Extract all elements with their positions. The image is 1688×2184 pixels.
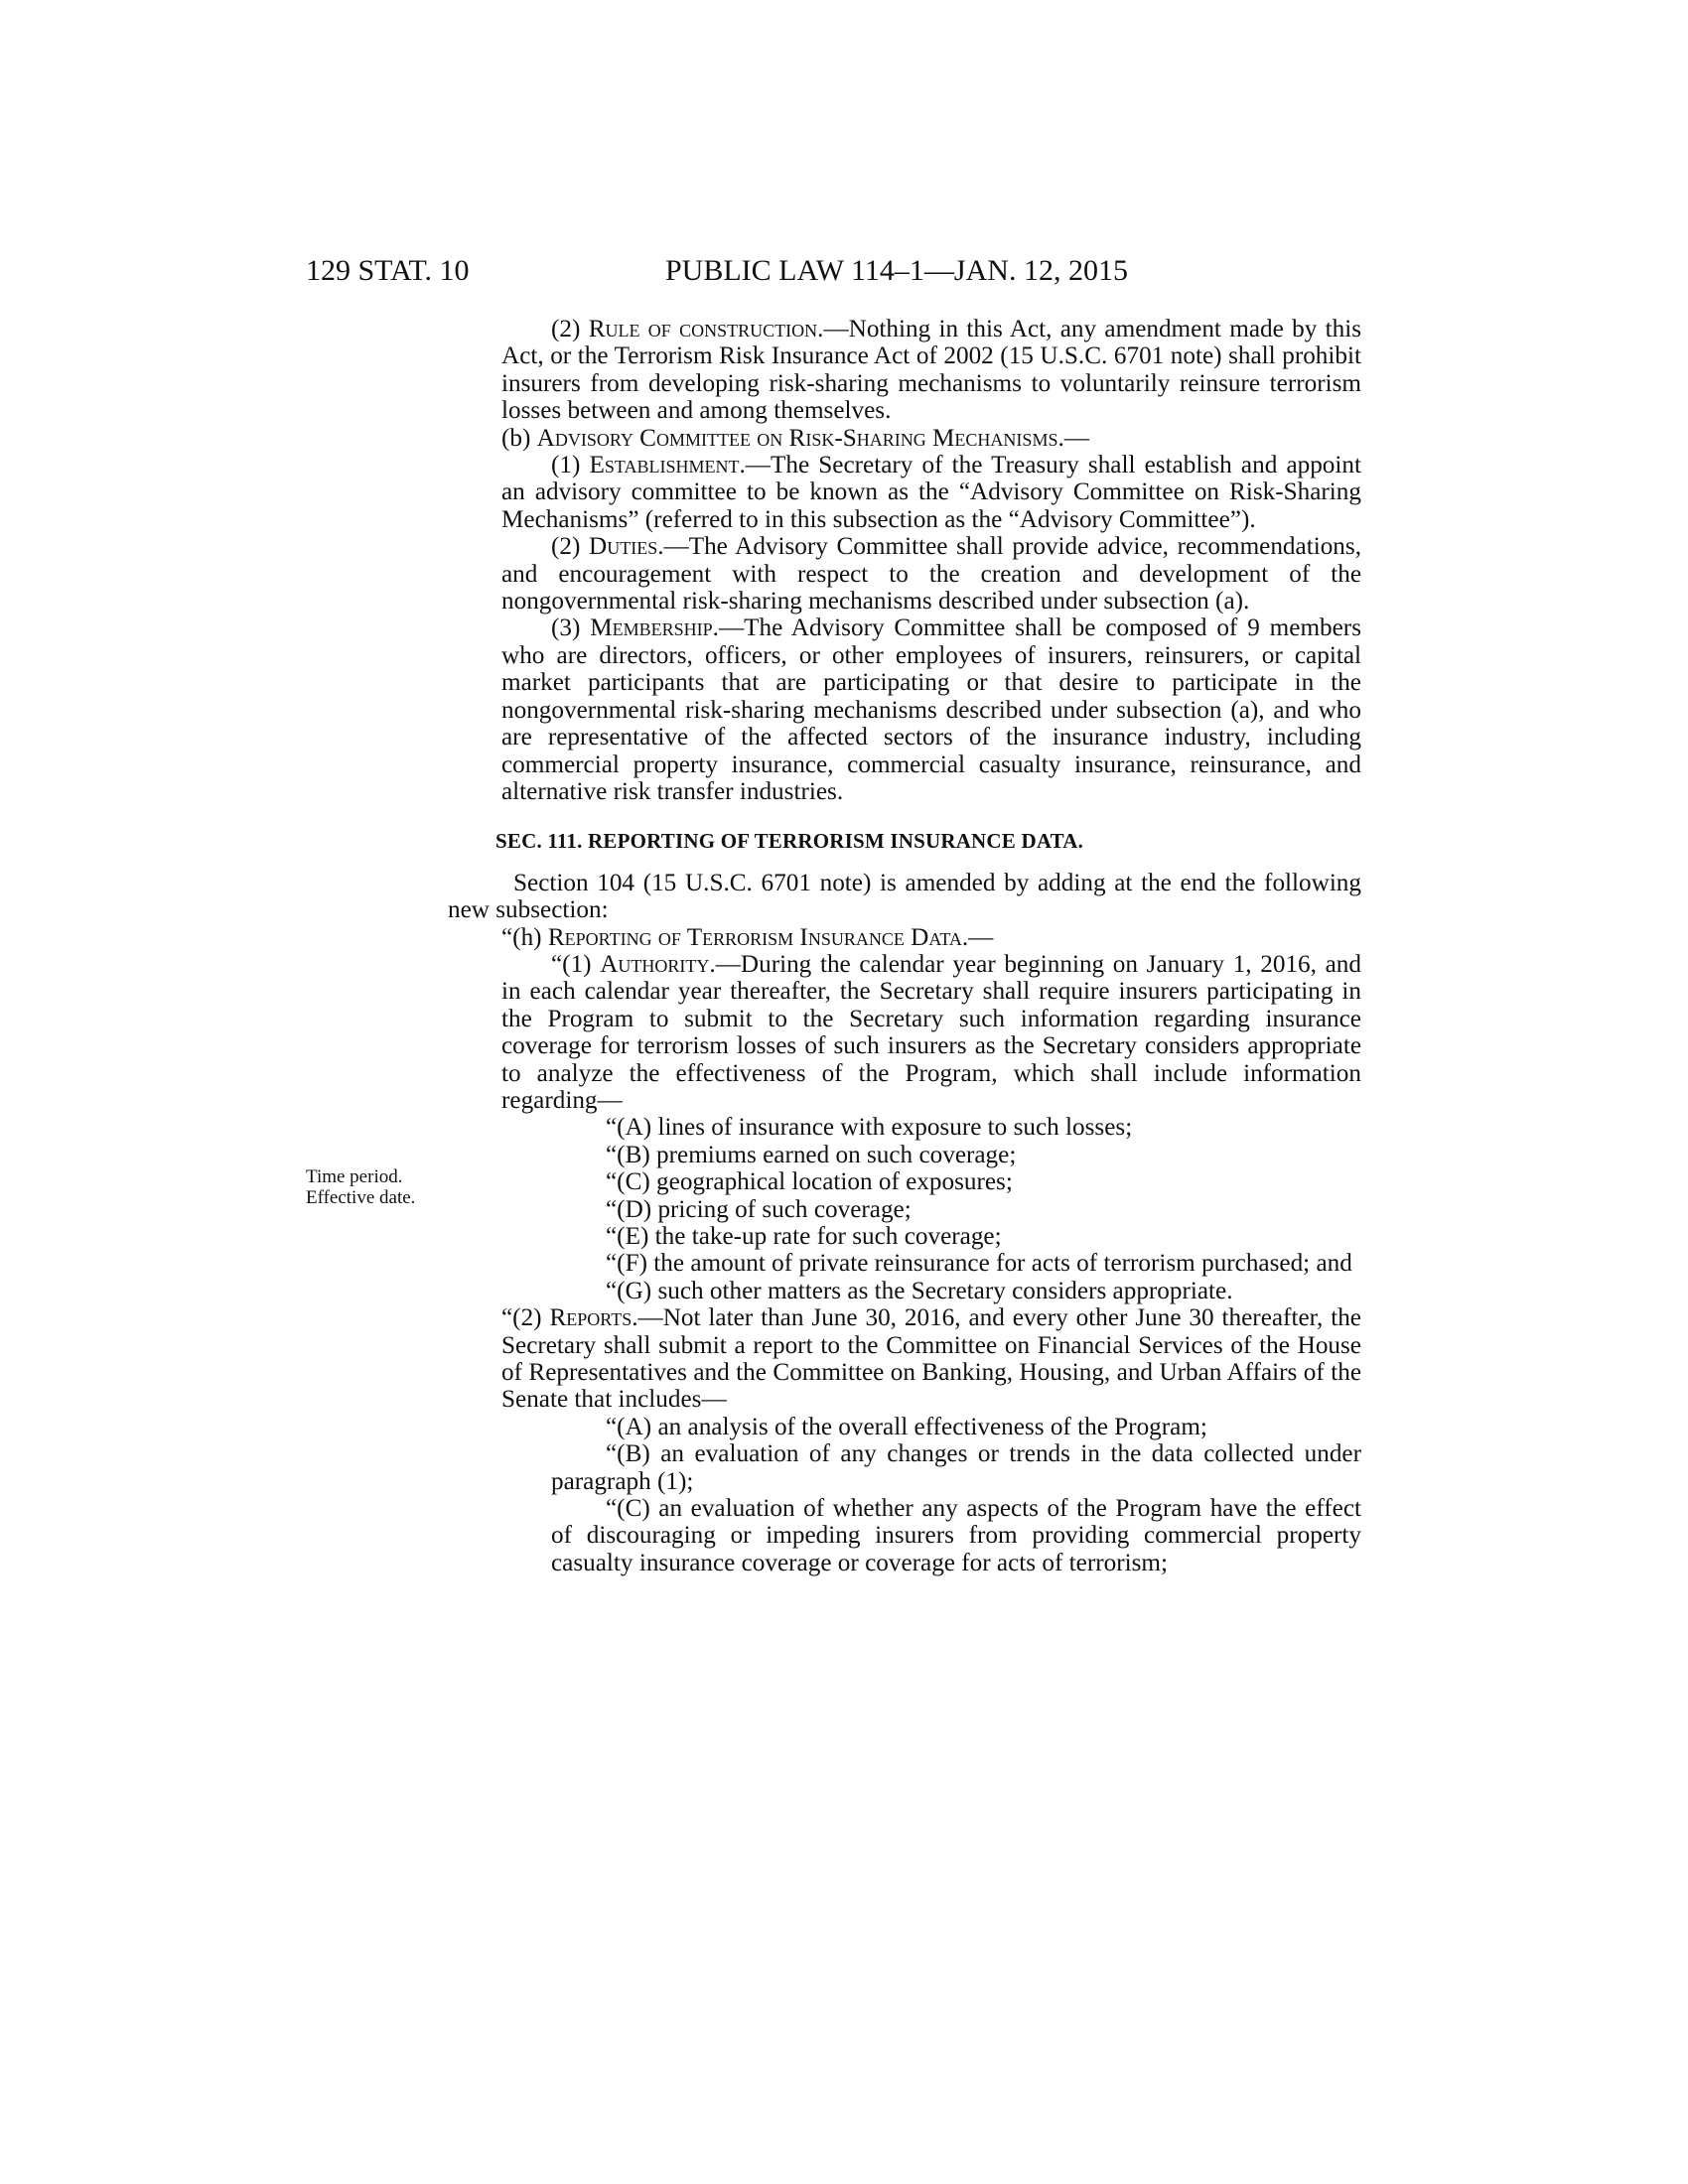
list-item: “(D) pricing of such coverage; [606, 1195, 912, 1223]
document-body [448, 316, 1362, 1576]
list-item: “(B) premiums earned on such coverage; [606, 1141, 1017, 1168]
list-item: “(A) lines of insurance with exposure to such losses; [606, 1114, 1133, 1142]
list-item: “(B) an evaluation of any changes or trends in the data collected under paragraph (1); [551, 1440, 1361, 1495]
subsection-b-heading: (b) Advisory Committee on Risk-Sharing Mechanisms.— [501, 424, 1089, 452]
subsection-h-heading: “(h) Reporting of Terrorism Insurance Data.— [501, 923, 994, 951]
list-item: “(C) an evaluation of whether any aspects of the Program have the effect of discouraging or impeding insurers from providing commercial property casualty insurance coverage or coverage for acts of terrorism; [551, 1495, 1361, 1576]
rule-of-construction-paragraph: (2) Rule of construction.—Nothing in this Act, any amendment made by this Act, or the Terrorism Risk Insurance Act of 2002 (15 U.S.C. 6701 note) shall prohibit insurers from developing risk-sharing mechanisms to voluntarily reinsure terrorism losses between and among themselves. [501, 316, 1362, 425]
margin-note-effective-date: Effective date. [306, 1187, 416, 1208]
statute-page-number: 129 STAT. 10 [306, 254, 470, 287]
establishment-paragraph: (1) Establishment.—The Secretary of the Treasury shall establish and appoint an advisory committee to be known as the “Advisory Committee on Risk-Sharing Mechanisms” (referred to in this subsection as the “Advisory Committee”). [501, 452, 1361, 533]
running-head: PUBLIC LAW 114–1—JAN. 12, 2015 [665, 254, 1128, 287]
list-item: “(C) geographical location of exposures; [606, 1168, 1013, 1196]
list-item: “(A) an analysis of the overall effectiveness of the Program; [606, 1413, 1207, 1440]
authority-paragraph: “(1) Authority.—During the calendar year beginning on January 1, 2016, and in each calendar year thereafter, the Secretary shall require insurers participating in the Program to submit to the Secretary such information regarding insurance coverage for terrorism losses of such insurers as the Secretary considers appropriate to analyze the effectiveness of the Program, which shall include information regarding— [501, 950, 1361, 1114]
reports-paragraph: “(2) Reports.—Not later than June 30, 2016, and every other June 30 thereafter, the Secretary shall submit a report to the Committee on Financial Services of the House of Representatives and the Committee on Banking, Housing, and Urban Affairs of the Senate that includes— [501, 1304, 1361, 1414]
duties-paragraph: (2) Duties.—The Advisory Committee shall provide advice, recommendations, and encouragement with respect to the creation and development of the nongovernmental risk-sharing mechanisms described under subsection (a). [501, 533, 1361, 615]
list-item: “(F) the amount of private reinsurance for acts of terrorism purchased; and [606, 1250, 1352, 1278]
section-heading: SEC. 111. REPORTING OF TERRORISM INSURANCE DATA. [495, 829, 1084, 854]
list-item: “(G) such other matters as the Secretary considers appropriate. [606, 1277, 1233, 1304]
page-header [0, 251, 1688, 291]
margin-note-time-period: Time period. [306, 1166, 403, 1187]
list-item: “(E) the take-up rate for such coverage; [606, 1223, 1002, 1250]
section-intro: Section 104 (15 U.S.C. 6701 note) is amended by adding at the end the following new subsection: [448, 869, 1361, 924]
membership-paragraph: (3) Membership.—The Advisory Committee shall be composed of 9 members who are directors, officers, or other employees of insurers, reinsurers, or capital market participants that are participating or that desire to participate in the nongovernmental risk-sharing mechanisms described under subsection (a), and who are representative of the affected sectors of the insurance industry, including commercial property insurance, commercial casualty insurance, reinsurance, and alternative risk transfer industries. [501, 614, 1361, 805]
